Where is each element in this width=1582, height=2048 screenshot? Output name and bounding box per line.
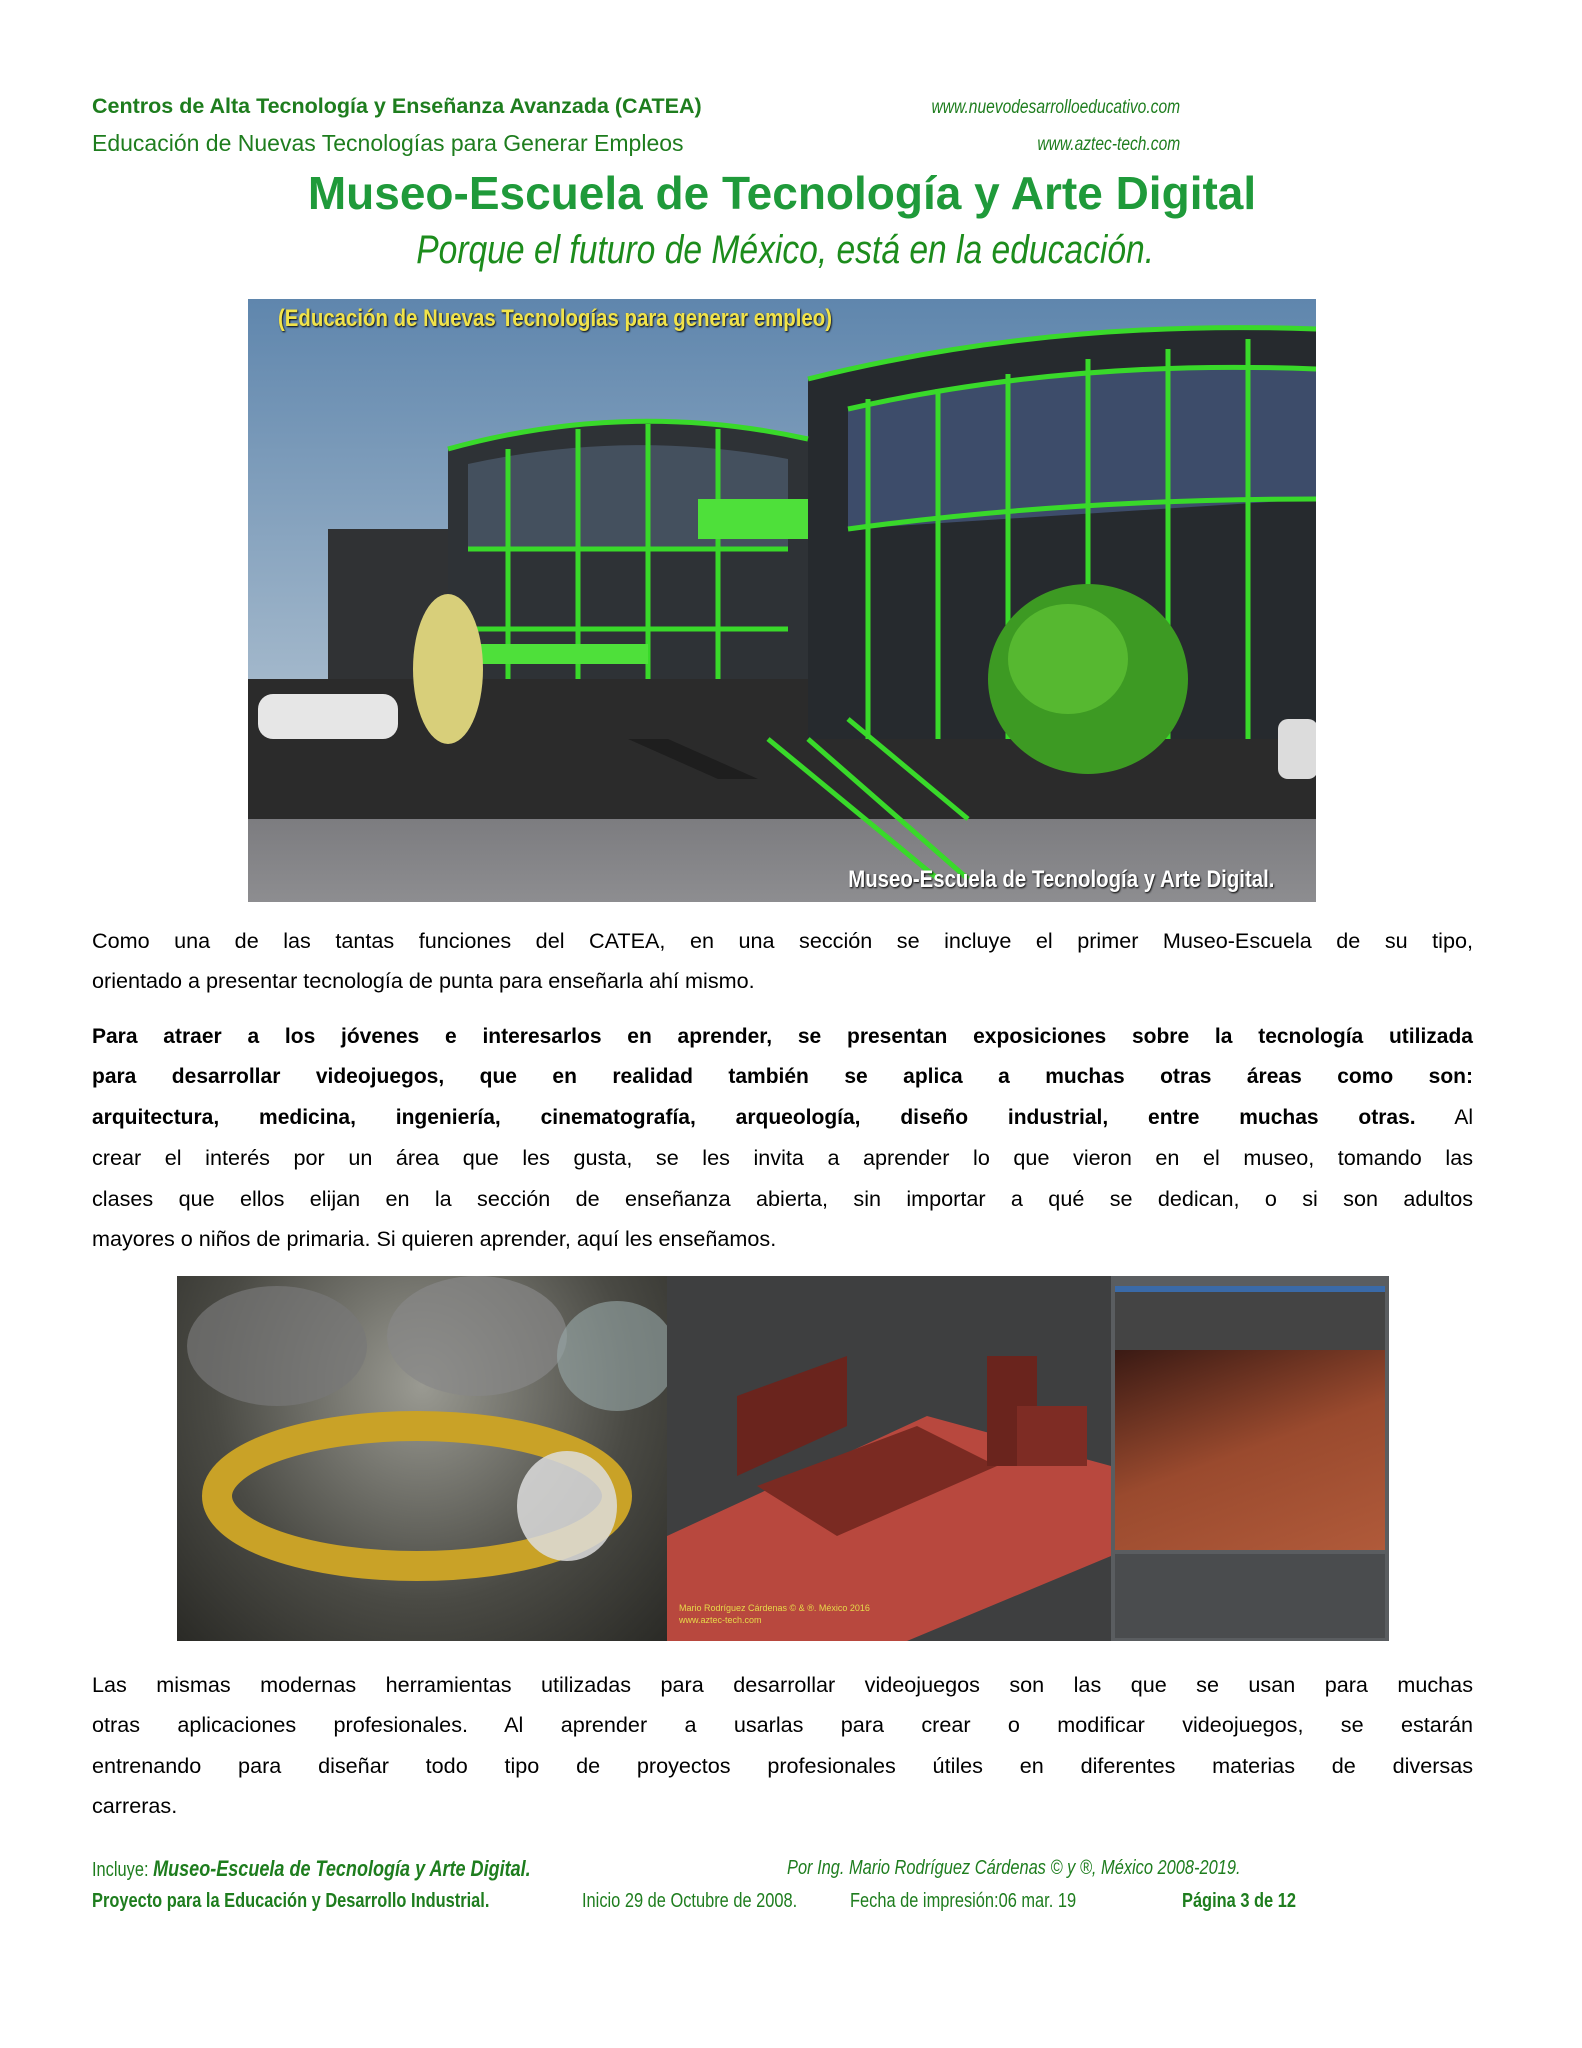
footer-page-number: Página 3 de 12 [1182,1890,1296,1912]
paragraph-1 [92,921,1473,1002]
renders-collage-image [177,1276,1389,1641]
ring-illustration [177,1276,667,1641]
page-subtitle [0,228,1570,273]
header-url-1[interactable]: www.nuevodesarrolloeducativo.com [931,97,1180,118]
paragraph-3 [92,1665,1473,1827]
paragraph-2 [92,1017,1473,1259]
page-title: Museo-Escuela de Tecnología y Arte Digital [307,167,1257,219]
ring-render-panel [177,1276,667,1641]
text-line-bold: para desarrollar videojuegos, que en realidad también se aplica a muchas otras áreas como son: [92,1065,1473,1089]
normal-span: Al [1454,1105,1473,1129]
render-toolbar [1115,1286,1385,1352]
footer-author: Por Ing. Mario Rodríguez Cárdenas © y ®, México 2008-2019. [787,1857,1241,1879]
text-line: crear el interés por un área que les gusta, se les invita a aprender lo que vieron en el museo, tomando las [92,1145,1473,1171]
rendered-frame [1115,1350,1385,1550]
image1-bottom-caption: Museo-Escuela de Tecnología y Arte Digital. [847,866,1274,893]
image2-credit: Mario Rodríguez Cárdenas © & ®. México 2016 [679,1603,870,1613]
text-line-bold: Para atraer a los jóvenes e interesarlos en aprender, se presentan exposiciones sobre la tecnología utilizada [92,1025,1473,1048]
footer-start-date: Inicio 29 de Octubre de 2008. [582,1890,798,1912]
footer-includes-label: Incluye: [92,1859,149,1881]
text-line: clases que ellos elijan en la sección de enseñanza abierta, sin importar a qué se dedican, o si son adultos [92,1185,1473,1211]
text-line: Las mismas modernas herramientas utilizadas para desarrollar videojuegos son las que se usan para muchas [92,1672,1473,1697]
header-tagline: Educación de Nuevas Tecnologías para Generar Empleos [92,130,684,156]
bold-span: arquitectura, medicina, ingeniería, cinematografía, arqueología, diseño industrial, entre muchas otras. [92,1105,1416,1129]
text-line: orientado a presentar tecnología de punta para enseñarla ahí mismo. [92,968,755,994]
header-org: Centros de Alta Tecnología y Enseñanza Avanzada (CATEA) [92,94,702,118]
text-line: Como una de las tantas funciones del CATEA, en una sección se incluye el primer Museo-Escuela de su tipo, [92,928,1473,953]
image1-top-caption: (Educación de Nuevas Tecnologías para generar empleo) [278,305,832,332]
footer-project: Proyecto para la Educación y Desarrollo Industrial. [92,1890,490,1912]
footer-includes [92,1856,531,1882]
text-line: entrenando para diseñar todo tipo de proyectos profesionales útiles en diferentes materias de diversas [92,1752,1473,1778]
text-line-mixed [92,1098,1473,1138]
building-render-image [248,299,1316,902]
render-window-panel [1111,1276,1389,1641]
header-url-2[interactable]: www.aztec-tech.com [1037,134,1180,155]
bed-illustration [667,1276,1111,1641]
render-settings [1115,1554,1385,1638]
subtitle-text: Porque el futuro de México, está en la educación. [416,228,1154,272]
text-line: otras aplicaciones profesionales. Al aprender a usarlas para crear o modificar videojuegos, se estarán [92,1712,1473,1738]
text-line: carreras. [92,1793,178,1819]
bed-render-panel [667,1276,1111,1641]
footer-includes-value: Museo-Escuela de Tecnología y Arte Digital. [153,1856,531,1881]
building-illustration [248,299,1316,902]
text-line: mayores o niños de primaria. Si quieren aprender, aquí les enseñamos. [92,1225,777,1251]
image2-credit-url: www.aztec-tech.com [679,1615,762,1625]
footer-print-date: Fecha de impresión:06 mar. 19 [850,1890,1077,1912]
